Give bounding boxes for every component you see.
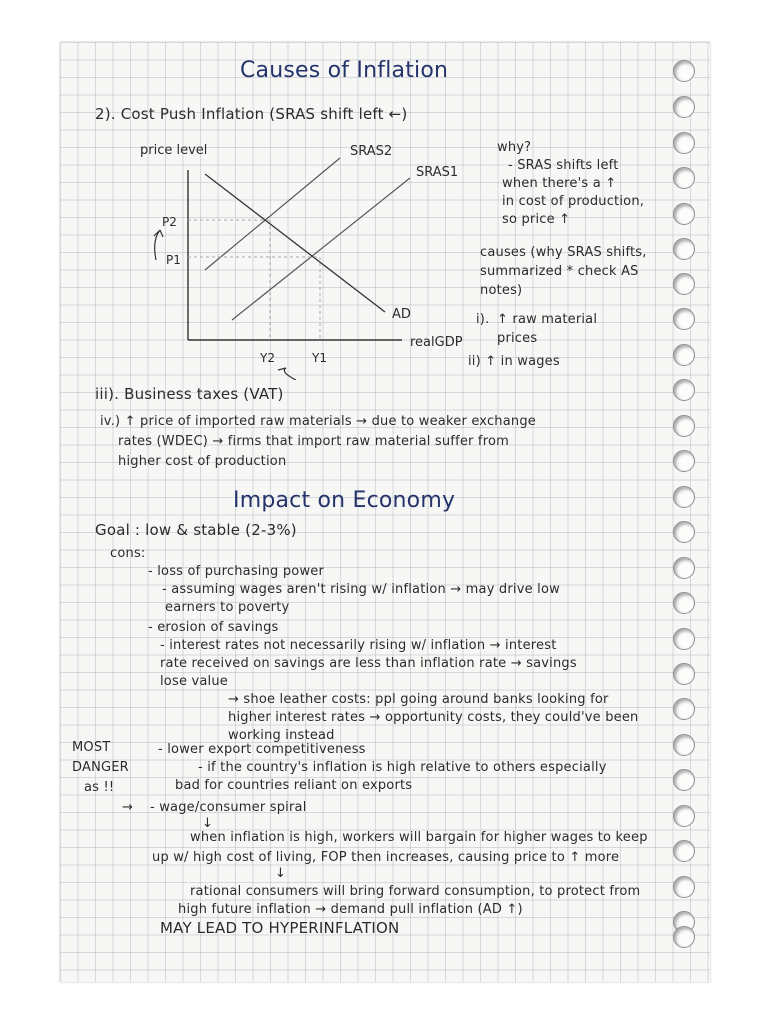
ring-binding-holes	[673, 60, 705, 960]
output-left-arrow	[278, 368, 296, 380]
impact-heading: Impact on Economy	[233, 488, 456, 513]
binder-hole	[673, 486, 695, 508]
y2-label: Y2	[260, 351, 275, 365]
export-line: bad for countries reliant on exports	[175, 778, 413, 793]
cause-item: ii) ↑ in wages	[468, 354, 560, 369]
sras1-curve	[232, 178, 410, 320]
why-line: in cost of production,	[502, 194, 645, 209]
most-danger-note: as !!	[84, 780, 115, 795]
p1-label: P1	[166, 253, 181, 267]
most-danger-note: MOST	[72, 740, 111, 755]
section-heading: 2). Cost Push Inflation (SRAS shift left ←)	[95, 105, 408, 123]
binder-hole	[673, 238, 695, 260]
binder-hole	[673, 769, 695, 791]
sras2-curve	[205, 158, 340, 270]
causes-line: summarized * check AS	[480, 264, 639, 279]
price-up-arrow	[154, 230, 163, 260]
erosion-heading: - erosion of savings	[148, 620, 279, 635]
binder-hole	[673, 840, 695, 862]
x-axis-label: realGDP	[410, 335, 463, 350]
erosion-line: → shoe leather costs: ppl going around banks looking for	[228, 692, 609, 707]
cause-item: prices	[497, 331, 538, 346]
page-title: Causes of Inflation	[240, 58, 449, 83]
export-heading: - lower export competitiveness	[158, 742, 366, 757]
binder-hole	[673, 415, 695, 437]
binder-hole	[673, 379, 695, 401]
cause-iii: iii). Business taxes (VAT)	[95, 385, 284, 403]
cause-iv-line: rates (WDEC) → firms that import raw material suffer from	[118, 434, 509, 449]
binder-hole	[673, 96, 695, 118]
erosion-line: working instead	[228, 728, 335, 743]
erosion-line: lose value	[160, 674, 228, 689]
sras1-label: SRAS1	[416, 165, 459, 180]
why-line: - SRAS shifts left	[508, 158, 619, 173]
binder-hole	[673, 876, 695, 898]
binder-hole	[673, 592, 695, 614]
binder-hole	[673, 926, 695, 948]
loss-heading: - loss of purchasing power	[148, 564, 325, 579]
wage-heading: - wage/consumer spiral	[150, 800, 307, 815]
binder-hole	[673, 698, 695, 720]
cause-item-number: i).	[476, 312, 490, 327]
loss-line: earners to poverty	[165, 600, 290, 615]
hyperinflation-warning: MAY LEAD TO HYPERINFLATION	[160, 919, 400, 937]
sras2-label: SRAS2	[350, 144, 393, 159]
why-line: when there's a ↑	[502, 176, 617, 191]
erosion-line: higher interest rates → opportunity costs, they could've been	[228, 710, 639, 725]
binder-hole	[673, 344, 695, 366]
why-question: why?	[497, 140, 532, 155]
binder-hole	[673, 167, 695, 189]
causes-line: causes (why SRAS shifts,	[480, 245, 647, 260]
wage-line: when inflation is high, workers will bargain for higher wages to keep	[190, 830, 648, 845]
binder-hole	[673, 521, 695, 543]
binder-hole	[673, 805, 695, 827]
binder-hole	[673, 132, 695, 154]
sras-shift-graph	[140, 140, 470, 380]
binder-hole	[673, 203, 695, 225]
loss-line: - assuming wages aren't rising w/ inflation → may drive low	[162, 582, 560, 597]
cons-label: cons:	[110, 546, 146, 561]
y1-label: Y1	[312, 351, 327, 365]
wage-line: rational consumers will bring forward consumption, to protect from	[190, 884, 641, 899]
export-line: - if the country's inflation is high relative to others especially	[198, 760, 607, 775]
most-danger-note: DANGER	[72, 760, 129, 775]
cause-item: ↑ raw material	[497, 312, 598, 327]
binder-hole	[673, 60, 695, 82]
down-arrow: ↓	[275, 866, 287, 881]
cause-iv-line: higher cost of production	[118, 454, 287, 469]
arrow-marker: →	[122, 800, 134, 815]
wage-line: high future inflation → demand pull inflation (AD ↑)	[178, 902, 523, 917]
binder-hole	[673, 734, 695, 756]
wage-line: up w/ high cost of living, FOP then increases, causing price to ↑ more	[152, 850, 620, 865]
erosion-line: rate received on savings are less than inflation rate → savings	[160, 656, 577, 671]
causes-line: notes)	[480, 283, 523, 298]
y-axis-label: price level	[140, 143, 208, 158]
ad-label: AD	[392, 307, 411, 322]
binder-hole	[673, 450, 695, 472]
down-arrow: ↓	[202, 816, 214, 831]
erosion-line: - interest rates not necessarily rising w/ inflation → interest	[160, 638, 557, 653]
binder-hole	[673, 557, 695, 579]
binder-hole	[673, 663, 695, 685]
cause-iv-line: iv.) ↑ price of imported raw materials → due to weaker exchange	[100, 414, 536, 429]
binder-hole	[673, 308, 695, 330]
binder-hole	[673, 628, 695, 650]
why-line: so price ↑	[502, 212, 571, 227]
binder-hole	[673, 273, 695, 295]
p2-label: P2	[162, 215, 177, 229]
goal-text: Goal : low & stable (2-3%)	[95, 521, 297, 539]
